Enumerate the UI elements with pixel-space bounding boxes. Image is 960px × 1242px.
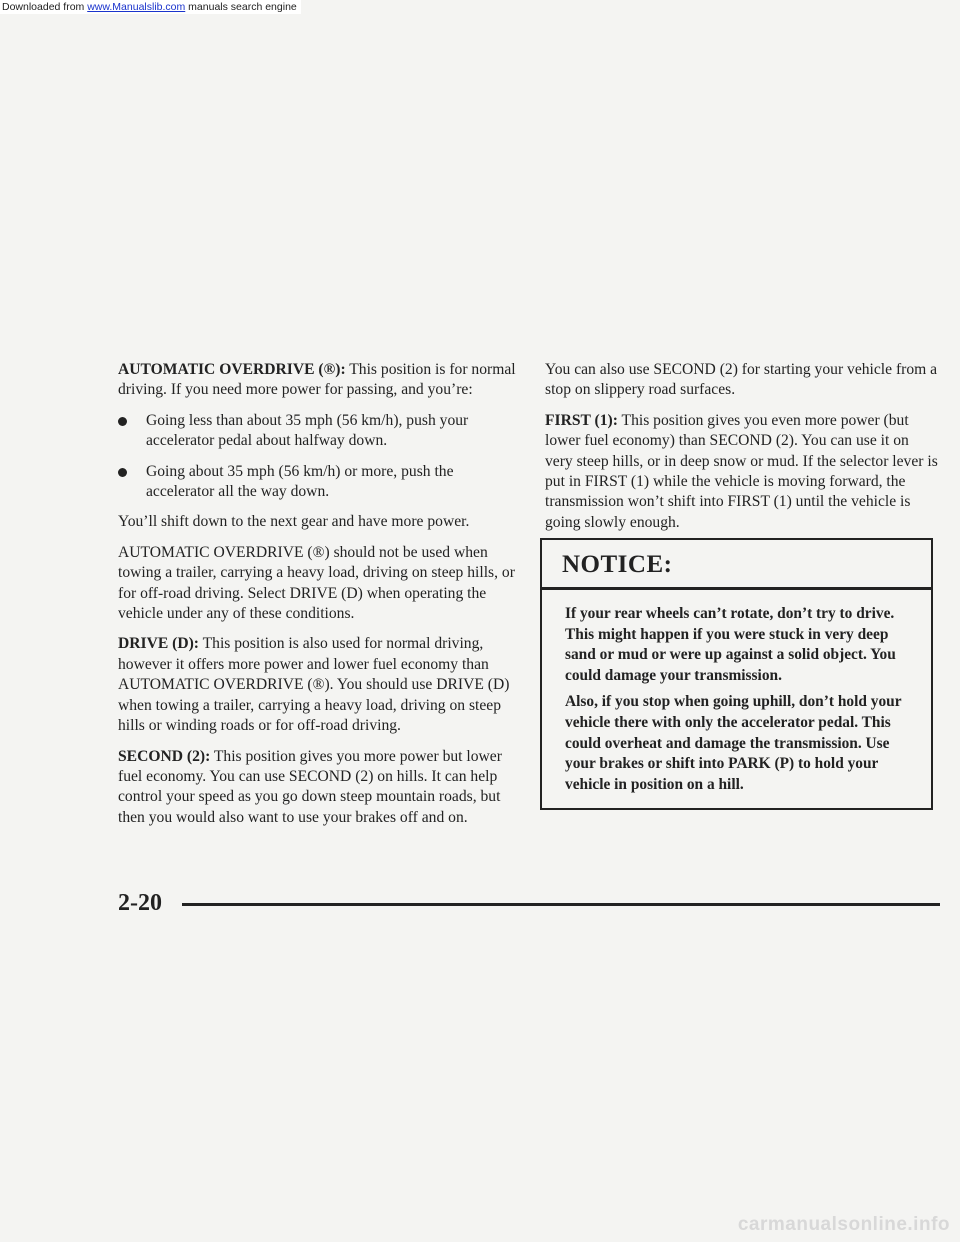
notice-paragraph-wheels: If your rear wheels can’t rotate, don’t try to drive. This might happen if you were stuck in very deep sand or mud or were up against a solid object. You could damage your transmission. [565,605,896,684]
automatic-overdrive-heading: AUTOMATIC OVERDRIVE (®): [118,361,346,378]
notice-body [542,590,931,795]
second-heading: SECOND (2): [118,747,211,765]
bullet-icon [118,417,127,426]
banner-suffix: manuals search engine [185,1,297,13]
bullet-item-35-or-more: Going about 35 mph (56 km/h) or more, push the accelerator all the way down. [118,462,516,503]
second-slippery-paragraph: You can also use SECOND (2) for starting your vehicle from a stop on slippery road surfaces. [545,361,938,399]
notice-box [540,538,933,810]
second-paragraph: SECOND (2): This position gives you more power but lower fuel economy. You can use SECOND (2) on hills. It can help control your speed as you go down steep mountain roads, but then you would also want to use your brakes off and on. [118,747,502,826]
page-number: 2-20 [118,890,162,916]
notice-paragraph-uphill: Also, if you stop when going uphill, don’t hold your vehicle there with only the accelerator pedal. This could overheat and damage the transmission. Use your brakes or shift into PARK (P) to hold your vehicle in position on a hill. [565,693,902,793]
shift-down-paragraph: You’ll shift down to the next gear and have more power. [118,513,470,531]
footer-rule [182,903,940,906]
left-column [118,360,516,838]
overdrive-towing-paragraph: AUTOMATIC OVERDRIVE (®) should not be used when towing a trailer, carrying a heavy load, driving on steep hills, or for off-road driving. Select DRIVE (D) when operating the vehicle under any of these conditions. [118,543,515,623]
first-heading: FIRST (1): [545,411,618,429]
drive-heading: DRIVE (D): [118,635,199,653]
manualslib-link[interactable]: www.Manualslib.com [87,1,186,13]
banner-prefix: Downloaded from [2,1,88,13]
automatic-overdrive-paragraph: AUTOMATIC OVERDRIVE (®): This position is for normal driving. If you need more power for passing, and you’re: [118,361,516,399]
bullet-item-less-than-35: Going less than about 35 mph (56 km/h), push your accelerator pedal about halfway down. [118,411,516,452]
notice-heading: NOTICE: [542,540,931,590]
right-column [545,360,940,543]
bullet-icon [118,468,127,477]
drive-paragraph: DRIVE (D): This position is also used for normal driving, however it offers more power and lower fuel economy than AUTOMATIC OVERDRIVE (®). You should use DRIVE (D) when towing a trailer, carrying a heavy load, driving on steep hills or winding roads or for off-road driving. [118,635,510,735]
first-paragraph: FIRST (1): This position gives you even more power (but lower fuel economy) than SECOND (2). You can use it on very steep hills, or in deep snow or mud. If the selector lever is put in FIRST (1) while the vehicle is moving forward, the transmission won’t shift into FIRST (1) until the vehicle is going slowly enough. [545,411,938,531]
download-banner [0,0,301,14]
page-footer [118,890,940,920]
watermark: carmanualsonline.info [737,1214,950,1235]
